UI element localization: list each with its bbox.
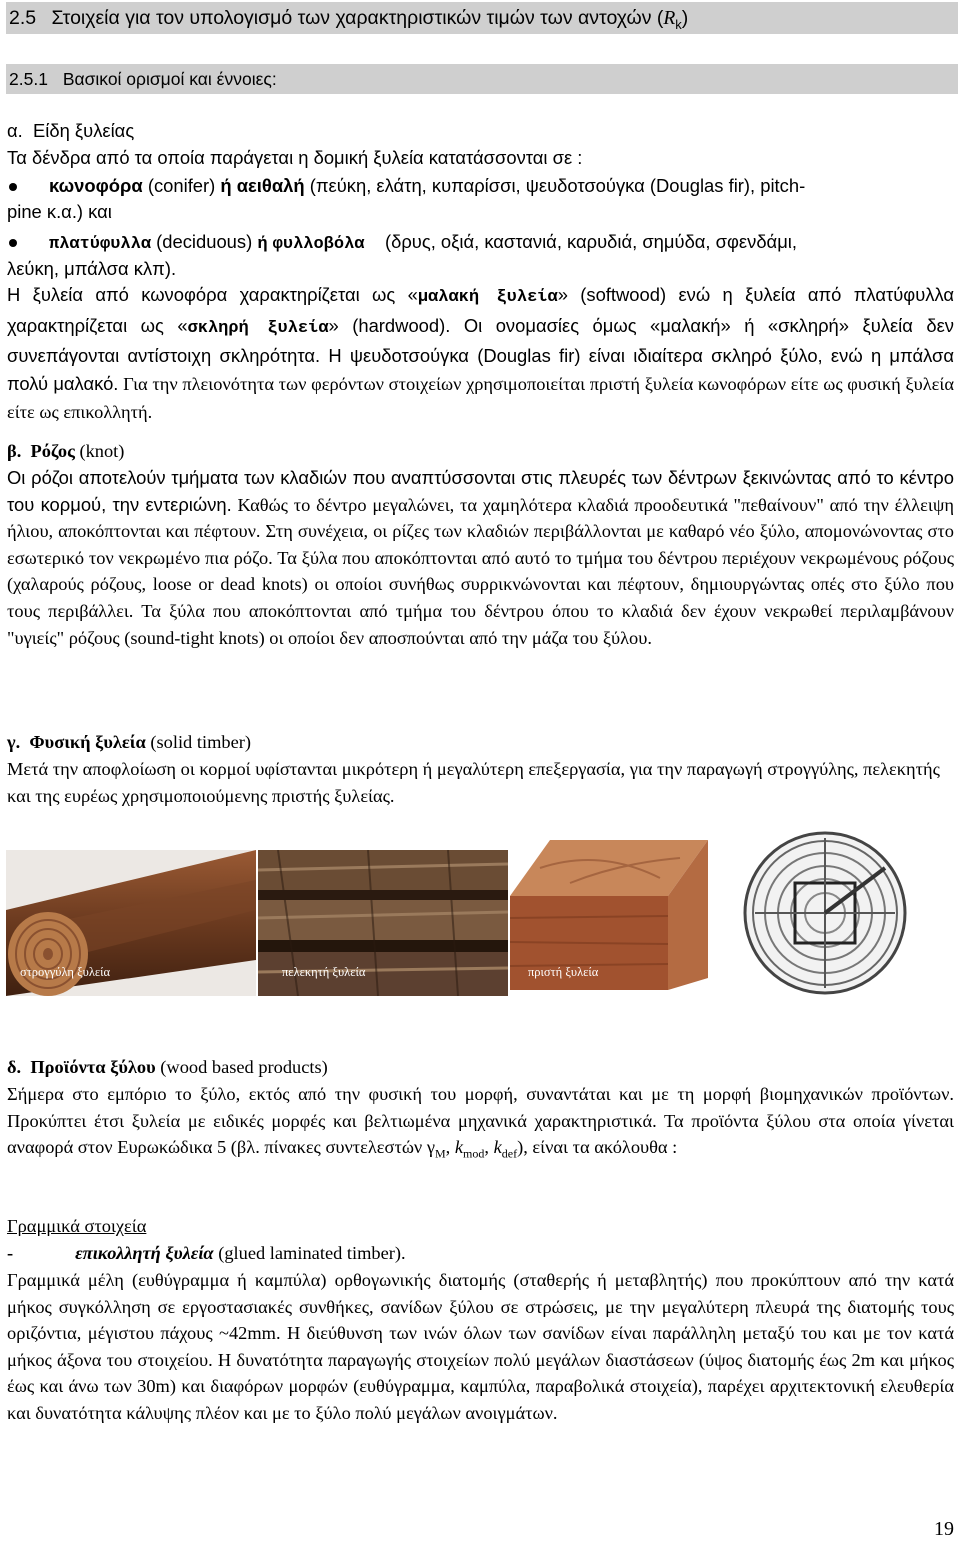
wood-types-intro: Τα δένδρα από τα οποία παράγεται η δομική ξυλεία κατατάσσονται σε : [7, 147, 583, 168]
section-title-subscript: k [675, 16, 682, 32]
bullet-deciduous-cont: λεύκη, μπάλσα κλπ). [7, 258, 177, 279]
para-text: Η ξυλεία από κωνοφόρα χαρακτηρίζεται ως « [7, 284, 418, 305]
heading-en: (wood based products) [155, 1057, 328, 1077]
hewn-timber-caption: πελεκητή ξυλεία [282, 965, 366, 979]
symbol-k: k [493, 1137, 502, 1158]
examples-text: (δρυς, οξιά, καστανιά, καρυδιά, σημύδα, σφενδάμι, [384, 231, 797, 252]
glulam-term: επικολλητή ξυλεία [75, 1243, 214, 1263]
heading-en: (knot) [74, 441, 125, 461]
symbol-sub: mod [463, 1146, 485, 1161]
heading-letter: γ. [7, 732, 21, 752]
knot-heading [7, 438, 954, 464]
dash-marker: - [7, 1243, 14, 1263]
symbol-gamma: γ [426, 1137, 435, 1158]
linear-heading: Γραμμικά στοιχεία [7, 1216, 147, 1236]
term-or: ή [220, 175, 232, 196]
products-heading [7, 1054, 954, 1080]
symbol-sub: def [501, 1146, 518, 1161]
knot-body [7, 465, 954, 651]
heading-letter: δ. [7, 1057, 22, 1077]
section-title-symbol: R [663, 8, 676, 29]
subsection-header [6, 64, 958, 94]
subsection-number: 2.5.1 [9, 69, 48, 89]
term-deciduous: πλατύφυλλα [49, 235, 152, 254]
softwood-paragraph [7, 281, 954, 427]
term-or: ή [257, 235, 268, 254]
punct: , [445, 1137, 455, 1158]
term-conifer: κωνοφόρα [49, 175, 143, 196]
para-text: » (hardwood). Οι ονομασίες όμως «μαλακή» ή «σκληρή» ξυλεία δεν συνεπάγονται αντίστοιχη σκληρότητα. Η ψευδοτσούγκα (Douglas fir) είναι ιδιαίτερα σκληρό ξύλο, ενώ η μπάλσα πολύ μαλακό. [7, 314, 954, 394]
softwood-term: μαλακή ξυλεία [417, 288, 558, 307]
heading-text: Ρόζος [30, 441, 75, 461]
bullet-icon [9, 183, 17, 191]
sawn-timber-caption: πριστή ξυλεία [528, 965, 599, 979]
knot-body-text: Οι ρόζοι αποτελούν τμήματα των κλαδιών που αναπτύσσονται στις πλευρές των δέντρων ξεκινώντας από το κέντρο του κορμού, την εντεριώνη. [7, 467, 954, 515]
heading-text: Φυσική ξυλεία [29, 732, 146, 752]
linear-body: Γραμμικά μέλη (ευθύγραμμα ή καμπύλα) ορθογωνικής διατομής (σταθερής ή μεταβλητής) που προκύπτουν από την κατά μήκος συγκόλληση σε εργοστασιακές συνθήκες, σανίδων ξύλου σε στρώσεις, με την μεγαλύτερη πλευρά της διατομής τους οριζόντια, μέγιστου πάχους ~42mm. Η διεύθυνση των ινών όλων των σανίδων είναι παράλληλη μεταξύ του και με τον κατά μήκος άξονα του στοιχείου. Η δυνατότητα παραγωγής στοιχείων πολύ μεγάλων διαστάσεων (ύψος διατομής έως 2m και μήκος έως και άνω των 30m) και διαφόρων μορφών (ευθύγραμμα, καμπύλα, παραβολικά στοιχεία), παρέχει αρχιτεκτονική ελευθερία και δυνατότητα κάλυψης πλέον και με το ξύλο πολύ μεγάλων ανοιγμάτων. [7, 1270, 954, 1423]
bullet-conifer [7, 173, 954, 199]
glulam-en: (glued laminated timber). [213, 1243, 406, 1263]
punct: , [484, 1137, 494, 1158]
term-en: (deciduous) [151, 231, 258, 252]
knot-body-text: Καθώς το δέντρο μεγαλώνει, τα χαμηλότερα κλαδιά προοδευτικά "πεθαίνουν" από την έλλειψη ήλιου, αποκόπτονται και πέφτουν. Στη συνέχεια, οι ρίζες των κλαδιών περιβάλλονται με καθαρό νέο ξύλο, απομονώνοντας στο εσωτερικό τον νεκρωμένο πια ρόζο. Τα ξύλα που αποκόπτονται από αυτό το τμήμα του δέντρου περιέχουν νεκρωμένους ρόζους (χαλαρούς ρόζους, loose or dead knots) οι οποίοι συνήθως συρρικνώνονται και πέφτουν, δημιουργώντας οπές στο ξύλο που τους περιβάλλει. Τα ξύλα που αποκόπτονται από τμήμα του δέντρου όπου το κλαδιά δεν έχουν νεκρωθεί περιλαμβάνουν "υγιείς" ρόζους (sound-tight knots) οι οποίοι δεν αποσπούνται από την μάζα του ξύλου. [7, 494, 954, 648]
symbol-k: k [454, 1137, 464, 1158]
log-cross-section-image [735, 828, 915, 998]
term-en: (conifer) [142, 175, 221, 196]
wood-types-heading [7, 118, 954, 144]
heading-en: (solid timber) [145, 732, 251, 752]
hardwood-term: σκληρή ξυλεία [187, 318, 329, 338]
symbol-sub: M [435, 1146, 446, 1161]
bullet-icon [9, 239, 17, 247]
term-alt: φυλλοβόλα [272, 235, 365, 254]
para-text: Για την πλειονότητα των φερόντων στοιχείων χρησιμοποιείται πριστή ξυλεία κωνοφόρων είτε ως φυσική ξυλεία είτε ως επικολλητή. [7, 373, 954, 422]
products-text: Σήμερα στο εμπόριο το ξύλο, εκτός από την φυσική του μορφή, συναντάται και με τη μορφή βιομηχανικών προϊόντων. Προκύπτει έτσι ξυλεία με ειδικές μορφές και βελτιωμένα μηχανικά χαρακτηριστικά. Τα προϊόντα ξύλου στα οποία γίνεται αναφορά στον Ευρωκώδικα 5 (βλ. πίνακες συντελεστών [7, 1084, 954, 1158]
para-text: » (softwood) ενώ η ξυλεία από πλατύφυλλα χαρακτηρίζεται ως « [7, 284, 955, 336]
solid-heading [7, 729, 954, 755]
products-text: ), είναι τα ακόλουθα : [517, 1137, 678, 1158]
solid-body: Μετά την αποφλοίωση οι κορμοί υφίστανται μικρότερη ή μεγαλύτερη επεξεργασία, για την παραγωγή στρογγύλης, πελεκητής και της ευρέως χρησιμοποιούμενης πριστής ξυλείας. [7, 759, 940, 806]
log-cross-section-photo [735, 828, 915, 998]
term-alt: αειθαλή [236, 175, 305, 196]
section-title-close: ) [681, 7, 689, 29]
heading-letter: β. [7, 441, 22, 461]
examples-text: (πεύκη, ελάτη, κυπαρίσσι, ψευδοτσούγκα (Douglas fir), pitch- [304, 175, 806, 196]
bullet-deciduous [7, 229, 954, 258]
section-number: 2.5 [9, 7, 37, 29]
section-title: Στοιχεία για τον υπολογισμό των χαρακτηριστικών τιμών των αντοχών ( [51, 7, 664, 29]
page-number: 19 [934, 1518, 954, 1540]
bullet-conifer-cont: pine κ.α.) και [7, 201, 112, 222]
heading-text: Προϊόντα ξύλου [30, 1057, 156, 1077]
heading-letter: α. [7, 120, 23, 141]
heading-text: Είδη ξυλείας [32, 120, 135, 141]
section-header [6, 2, 958, 34]
subsection-title: Βασικοί ορισμοί και έννοιες: [62, 69, 277, 89]
round-timber-caption: στρογγύλη ξυλεία [20, 965, 111, 979]
glulam-line [7, 1240, 954, 1266]
products-body [7, 1081, 954, 1167]
